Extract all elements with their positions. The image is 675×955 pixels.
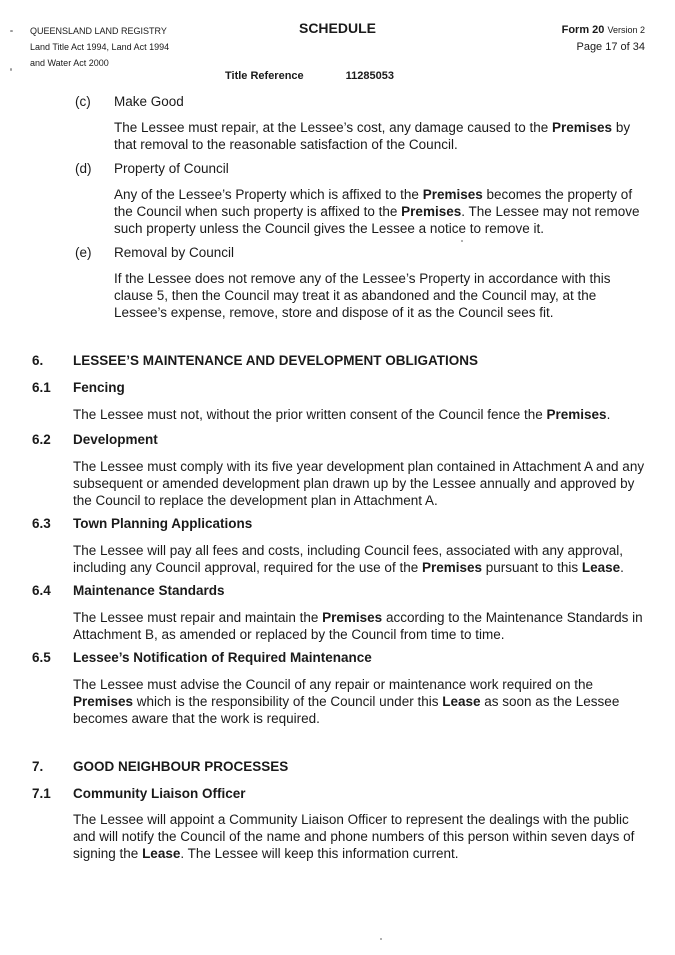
text-run: . — [606, 407, 611, 422]
text-run: The Lessee must comply with its five year development plan contained in Attachment A and any subsequent or amended development plan drawn up by the Lessee annually and approved by the Council to replace the development plan in Attachment A. — [73, 459, 645, 508]
subsection-heading: Fencing — [73, 380, 125, 395]
title-reference-label: Title Reference — [225, 70, 304, 82]
scan-speck — [10, 30, 13, 32]
form-info — [562, 22, 645, 56]
subsection-paragraph — [73, 542, 648, 576]
section-number: 7. — [32, 759, 44, 774]
text-run: The Lessee must repair, at the Lessee’s cost, any damage caused to the — [114, 120, 553, 135]
registry-name: QUEENSLAND LAND REGISTRY — [30, 26, 167, 36]
text-run: The Lessee must repair and maintain the — [73, 610, 323, 625]
text-run: . The Lessee will keep this information current. — [180, 846, 459, 861]
subsection-number: 6.5 — [32, 650, 51, 665]
scan-speck — [10, 68, 12, 71]
clause-title: Removal by Council — [114, 245, 235, 260]
defined-term: Premises — [401, 204, 462, 219]
section-heading: GOOD NEIGHBOUR PROCESSES — [73, 759, 289, 774]
defined-term: Premises — [422, 187, 483, 202]
subsection-number: 6.1 — [32, 380, 51, 395]
clause-title: Property of Council — [114, 161, 229, 176]
subsection-heading: Town Planning Applications — [73, 516, 253, 531]
clause-paragraph — [114, 119, 644, 153]
defined-term: Premises — [73, 694, 134, 709]
subsection-paragraph — [73, 406, 648, 423]
clause-paragraph — [114, 186, 644, 237]
text-run: as soon as the Lessee becomes aware that the work is required. — [73, 694, 620, 726]
text-run: . The Lessee may not remove such property unless the Council gives the Lessee a notice to remove it. — [114, 204, 640, 236]
text-run: becomes the property of the Council when such property is affixed to the — [114, 187, 633, 219]
clause-label: (c) — [75, 94, 91, 109]
scan-speck — [461, 240, 463, 242]
defined-term: Lease — [581, 560, 621, 575]
text-run: pursuant to this — [482, 560, 582, 575]
subsection-number: 7.1 — [32, 786, 51, 801]
subsection-paragraph — [73, 811, 648, 862]
text-run: according to the Maintenance Standards in Attachment B, as amended or replaced by the Council from time to time. — [73, 610, 643, 642]
text-run: The Lessee must advise the Council of any repair or maintenance work required on the — [73, 677, 594, 692]
title-reference-value: 11285053 — [345, 70, 395, 82]
subsection-heading: Lessee’s Notification of Required Maintenance — [73, 650, 372, 665]
subsection-paragraph — [73, 458, 648, 509]
subsection-number: 6.4 — [32, 583, 51, 598]
section-number: 6. — [32, 353, 44, 368]
clause-title: Make Good — [114, 94, 184, 109]
title-reference — [225, 70, 394, 82]
form-number: Form 20 — [561, 24, 605, 36]
text-run: which is the responsibility of the Council under this — [133, 694, 443, 709]
defined-term: Premises — [552, 120, 613, 135]
text-run: by that removal to the reasonable satisfaction of the Council. — [114, 120, 631, 152]
defined-term: Premises — [421, 560, 483, 575]
subsection-number: 6.3 — [32, 516, 51, 531]
acts-line-1: Land Title Act 1994, Land Act 1994 — [30, 42, 170, 52]
subsection-heading: Maintenance Standards — [73, 583, 225, 598]
text-run: The Lessee will pay all fees and costs, including Council fees, associated with any approval, including any Council approval, required for the use of the — [73, 543, 624, 575]
schedule-title: SCHEDULE — [298, 20, 376, 36]
subsection-paragraph — [73, 676, 648, 727]
subsection-heading: Development — [73, 432, 158, 447]
defined-term: Premises — [322, 610, 383, 625]
defined-term: Premises — [546, 407, 607, 422]
clause-label: (d) — [75, 161, 92, 176]
text-run: The Lessee will appoint a Community Liaison Officer to represent the dealings with the public and will notify the Council of the name and phone numbers of this person within seven days of signing the — [73, 812, 635, 861]
subsection-number: 6.2 — [32, 432, 51, 447]
clause-paragraph — [114, 270, 644, 321]
scan-speck — [380, 938, 382, 940]
section-heading: LESSEE’S MAINTENANCE AND DEVELOPMENT OBLIGATIONS — [73, 353, 479, 368]
form-version: Version 2 — [607, 25, 645, 35]
defined-term: Lease — [142, 846, 181, 861]
clause-label: (e) — [75, 245, 92, 260]
subsection-paragraph — [73, 609, 648, 643]
text-run: If the Lessee does not remove any of the Lessee’s Property in accordance with this clause 5, then the Council may treat it as abandoned and the Council may, at the Lessee’s expense, remove, store and dispose of it as the Council sees fit. — [114, 271, 611, 320]
defined-term: Lease — [442, 694, 481, 709]
text-run: The Lessee must not, without the prior written consent of the Council fence the — [73, 407, 547, 422]
page-number: Page 17 of 34 — [576, 41, 645, 53]
subsection-heading: Community Liaison Officer — [73, 786, 246, 801]
acts-line-2: and Water Act 2000 — [30, 58, 109, 68]
text-run: Any of the Lessee’s Property which is affixed to the — [114, 187, 423, 202]
text-run: . — [620, 560, 624, 575]
